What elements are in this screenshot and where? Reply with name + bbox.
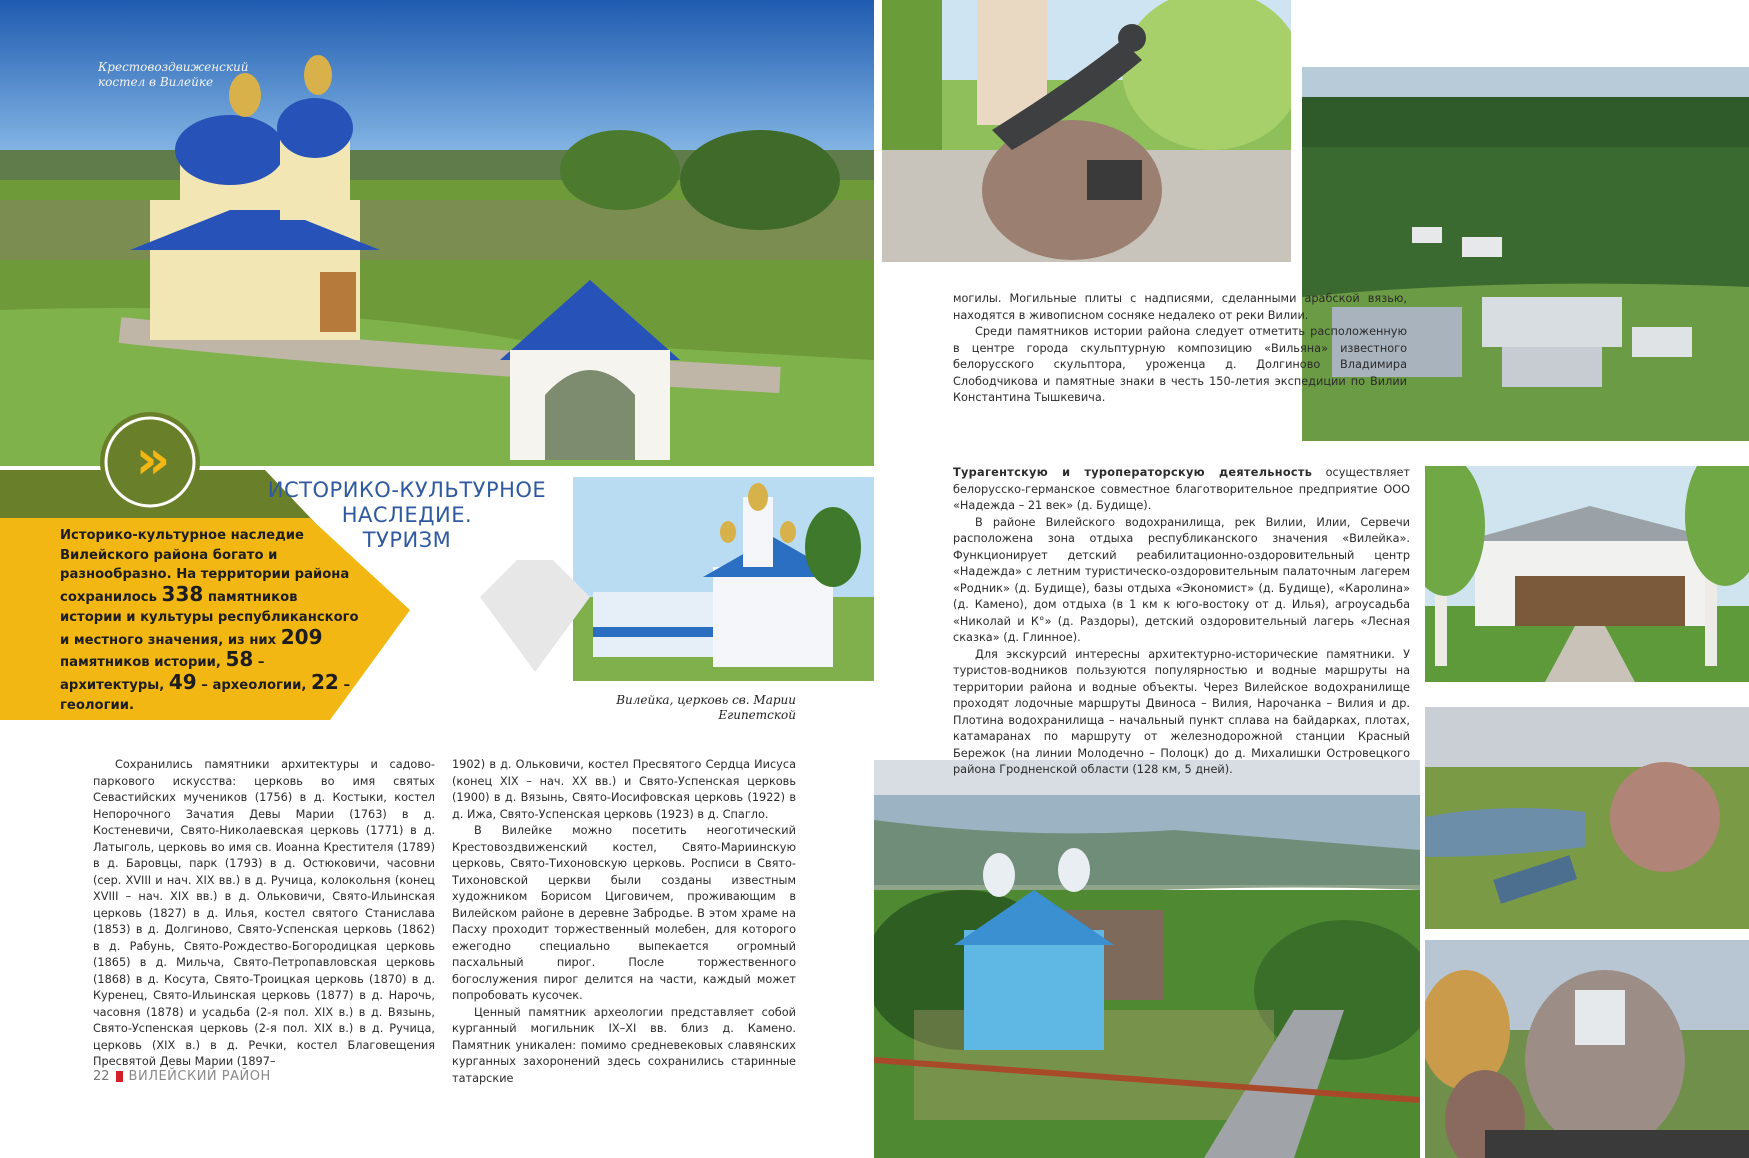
intro-text-6: – геологии. <box>60 677 351 713</box>
intro-text-3: памятников истории, <box>60 655 226 671</box>
chevrons-icon: » <box>135 428 171 491</box>
caption-church-st-maria: Вилейка, церковь св. Марии Египетской <box>616 693 796 722</box>
paragraph: 1902) в д. Ольковичи, костел Пресвятого Сердца Иисуса (конец XIX – нач. XX вв.) и Свято-Успенская церковь (1900) в д. Вязынь, Свято-Иосифовская церковь (1922) в д. Ижа, Свято-Успенская церковь (1923) в д. Спагло. <box>452 758 796 821</box>
paragraph <box>953 465 1410 515</box>
running-title: ВИЛЕЙСКИЙ РАЙОН <box>128 1069 271 1084</box>
caption-kostel: Крестовоздвиженский костел в Вилейке <box>98 60 249 89</box>
paragraph: могилы. Могильные плиты с надписями, сделанными арабской вязью, находятся в живописном сосняке недалеко от реки Вилии. <box>953 292 1407 322</box>
photo-blue-church-aerial <box>874 760 1420 1158</box>
paragraph: Ценный памятник археологии представляет собой курганный могильник IX–XI вв. близ д. Камено. Памятник уникален: помимо средневековых славянских курганных захоронений здесь сохранились старинные татарские <box>452 1005 796 1085</box>
intro-num-49: 49 <box>168 669 197 694</box>
red-marker-icon <box>116 1071 123 1082</box>
text-column-middle <box>452 757 796 1087</box>
tourism-text: осуществляет белорусско-германское совместное благотворительное предприятие ООО «Надежда – 21 век» (д. Будище). <box>953 466 1410 512</box>
paragraph: В районе Вилейского водохранилища, рек Вилии, Илии, Сервечи расположена зона отдыха республиканского значения «Вилейка». Функционирует детский реабилитационно-оздоровительный центр «Надежда» с летним туристическо-оздоровительным палаточным лагерем «Родник» (д. Будище), базы отдыха «Экономист» (д. Будище), «Каролина» (д. Камено), дом отдыха (в 1 км к юго-востоку от д. Илья), агроусадьба «Николай и К°» (д. Раздоры), детский оздоровительный лагерь «Лесная сказка» (д. Глинное). <box>953 515 1410 644</box>
paragraph: Для экскурсий интересны архитектурно-исторические памятники. У туристов-водников пользуются популярностью и водные маршруты на территории района и водные объекты. Через Вилейское водохранилище проходят лодочные маршруты Двиноса – Вилия, Нарочанка – Вилия и др. Плотина водохранилища – начальный пункт сплава на байдарках, плотах, катамаранах по маршруту от железнодорожной станции Красный Бережок (на линии Молодечно – Полоцк) до д. Михалишки Островецкого района Гродненской области (128 км, 5 дней). <box>953 647 1410 776</box>
intro-text-5: – археологии, <box>196 677 312 693</box>
intro-text-4: – архитектуры, <box>60 655 265 693</box>
intro-num-209: 209 <box>280 624 323 649</box>
photo-memorial-stone-river <box>1425 707 1749 929</box>
photo-health-center <box>1425 466 1749 682</box>
paragraph: Среди памятников истории района следует отметить расположенную в центре города скульптурную композицию «Вильяна» известного белорусского скульптора, уроженца д. Долгиново Владимира Слободчикова и памятные знаки в честь 150-летия экспедиции по Вилии Константина Тышкевича. <box>953 325 1407 404</box>
text-column-right-top <box>953 291 1407 407</box>
paragraph: В Вилейке можно посетить неоготический Крестовоздвиженский костел, Свято-Мариинскую церковь, Свято-Тихоновскую церковь. Росписи в Свято-Тихоновской церкви были созданы известным художником Борисом Циговичем, проживающим в Вилейском районе в деревне Забродье. В этом храме на Пасху проходит торжественный молебен, для которого ежегодно специально выпекается огромный пасхальный пирог. После торжественного богослужения пирог делится на части, каждый может попробовать кусочек. <box>452 824 796 1002</box>
text-column-left <box>93 757 435 1071</box>
intro-num-58: 58 <box>225 647 254 672</box>
page-footer <box>93 1069 271 1084</box>
photo-sculpture-vilyana <box>882 0 1291 262</box>
section-title: ИСТОРИКО-КУЛЬТУРНОЕ НАСЛЕДИЕ. ТУРИЗМ <box>267 478 547 552</box>
photo-church-st-maria <box>573 477 874 681</box>
intro-text-1: Историко-культурное наследие Вилейского района богато и разнообразно. На территории района сохранилось <box>60 528 350 606</box>
intro-num-338: 338 <box>161 582 204 607</box>
photo-memorial-stones <box>1425 940 1749 1158</box>
intro-text-2: памятников истории и культуры республиканского и местного значения, из них <box>60 590 359 648</box>
text-column-right-tourism <box>953 465 1410 779</box>
intro-num-22: 22 <box>311 669 339 694</box>
paragraph: Сохранились памятники архитектуры и садово-паркового искусства: церковь во имя святых Севастийских мучеников (1756) в д. Костыки, костел Непорочного Зачатия Девы Марии (1763) в д. Костеневичи, Свято-Николаевская церковь (1771) в д. Латыголь, церковь во имя св. Иоанна Крестителя (1789) в д. Баровцы, парк (1793) в д. Остюковичи, часовни (сер. XVIII и нач. XIX вв.) в д. Ручица, колокольня (конец XVIII – нач. XIX вв.) в д. Ольковичи, Свято-Ильинская церковь (1827) в д. Илья, костел святого Станислава (1853) в д. Долгиново, Свято-Успенская церковь (1862) в д. Рабунь, Свято-Рождество-Богородицкая церковь (1865) в д. Мильча, Свято-Петропавловская церковь (1868) в д. Косута, Свято-Троицкая церковь (1870) в д. Куренец, Свято-Ильинская церковь (1877) в д. Нарочь, часовня (1878) и усадьба (2-я пол. XIX в.) в д. Вязынь, Свято-Успенская церковь (2-я пол. XIX в.) в д. Ручица, церковь (XIX в.) в д. Речки, костел Благовещения Пресвятой Девы Марии (1897– <box>93 758 435 1068</box>
section-intro <box>60 526 360 715</box>
tourism-lead: Турагентскую и туроператорскую деятельность <box>953 466 1313 479</box>
page-number: 22 <box>93 1069 110 1084</box>
